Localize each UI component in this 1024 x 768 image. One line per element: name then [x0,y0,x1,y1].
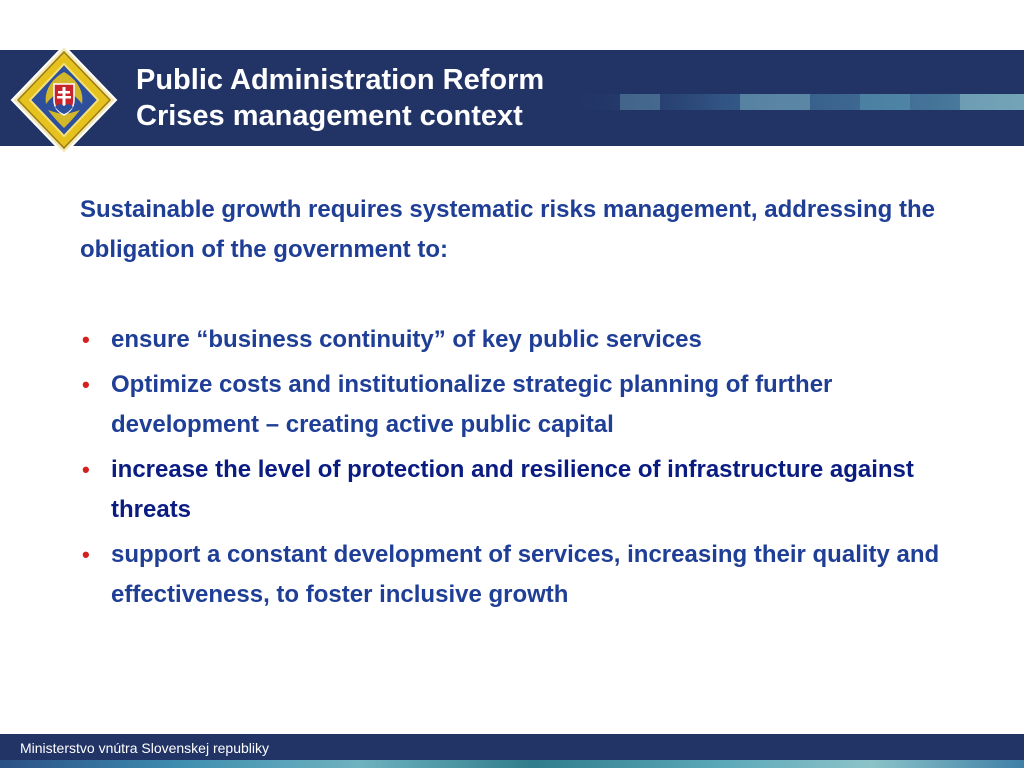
bullet-dot-icon: • [82,542,90,567]
bullet-text: Optimize costs and institutionalize strategic planning of further development – creating active public capital [111,371,833,438]
bullet-text: ensure “business continuity” of key public services [111,326,702,353]
bullet-dot-icon: • [82,327,90,352]
intro-paragraph: Sustainable growth requires systematic risks management, addressing the obligation of the government to: [80,196,935,263]
title-line-1: Public Administration Reform [136,64,545,96]
bullet-list [80,320,980,620]
bullet-item [80,320,980,360]
bullet-text: increase the level of protection and resilience of infrastructure against threats [111,456,914,523]
bullet-text: support a constant development of services, increasing their quality and effectiveness, to foster inclusive growth [111,541,940,608]
footer-band [0,734,1024,768]
header-texture [560,50,1024,146]
bullet-item [80,535,980,615]
coat-of-arms-emblem-icon [10,44,118,156]
bullet-item [80,365,980,445]
title-line-2: Crises management context [136,100,523,132]
bullet-item [80,450,980,530]
bullet-dot-icon: • [82,457,90,482]
bullet-dot-icon: • [82,372,90,397]
slide-title [136,62,544,134]
footer-organization: Ministerstvo vnútra Slovenskej republiky [20,740,269,756]
footer-decorative-strip [0,760,1024,768]
